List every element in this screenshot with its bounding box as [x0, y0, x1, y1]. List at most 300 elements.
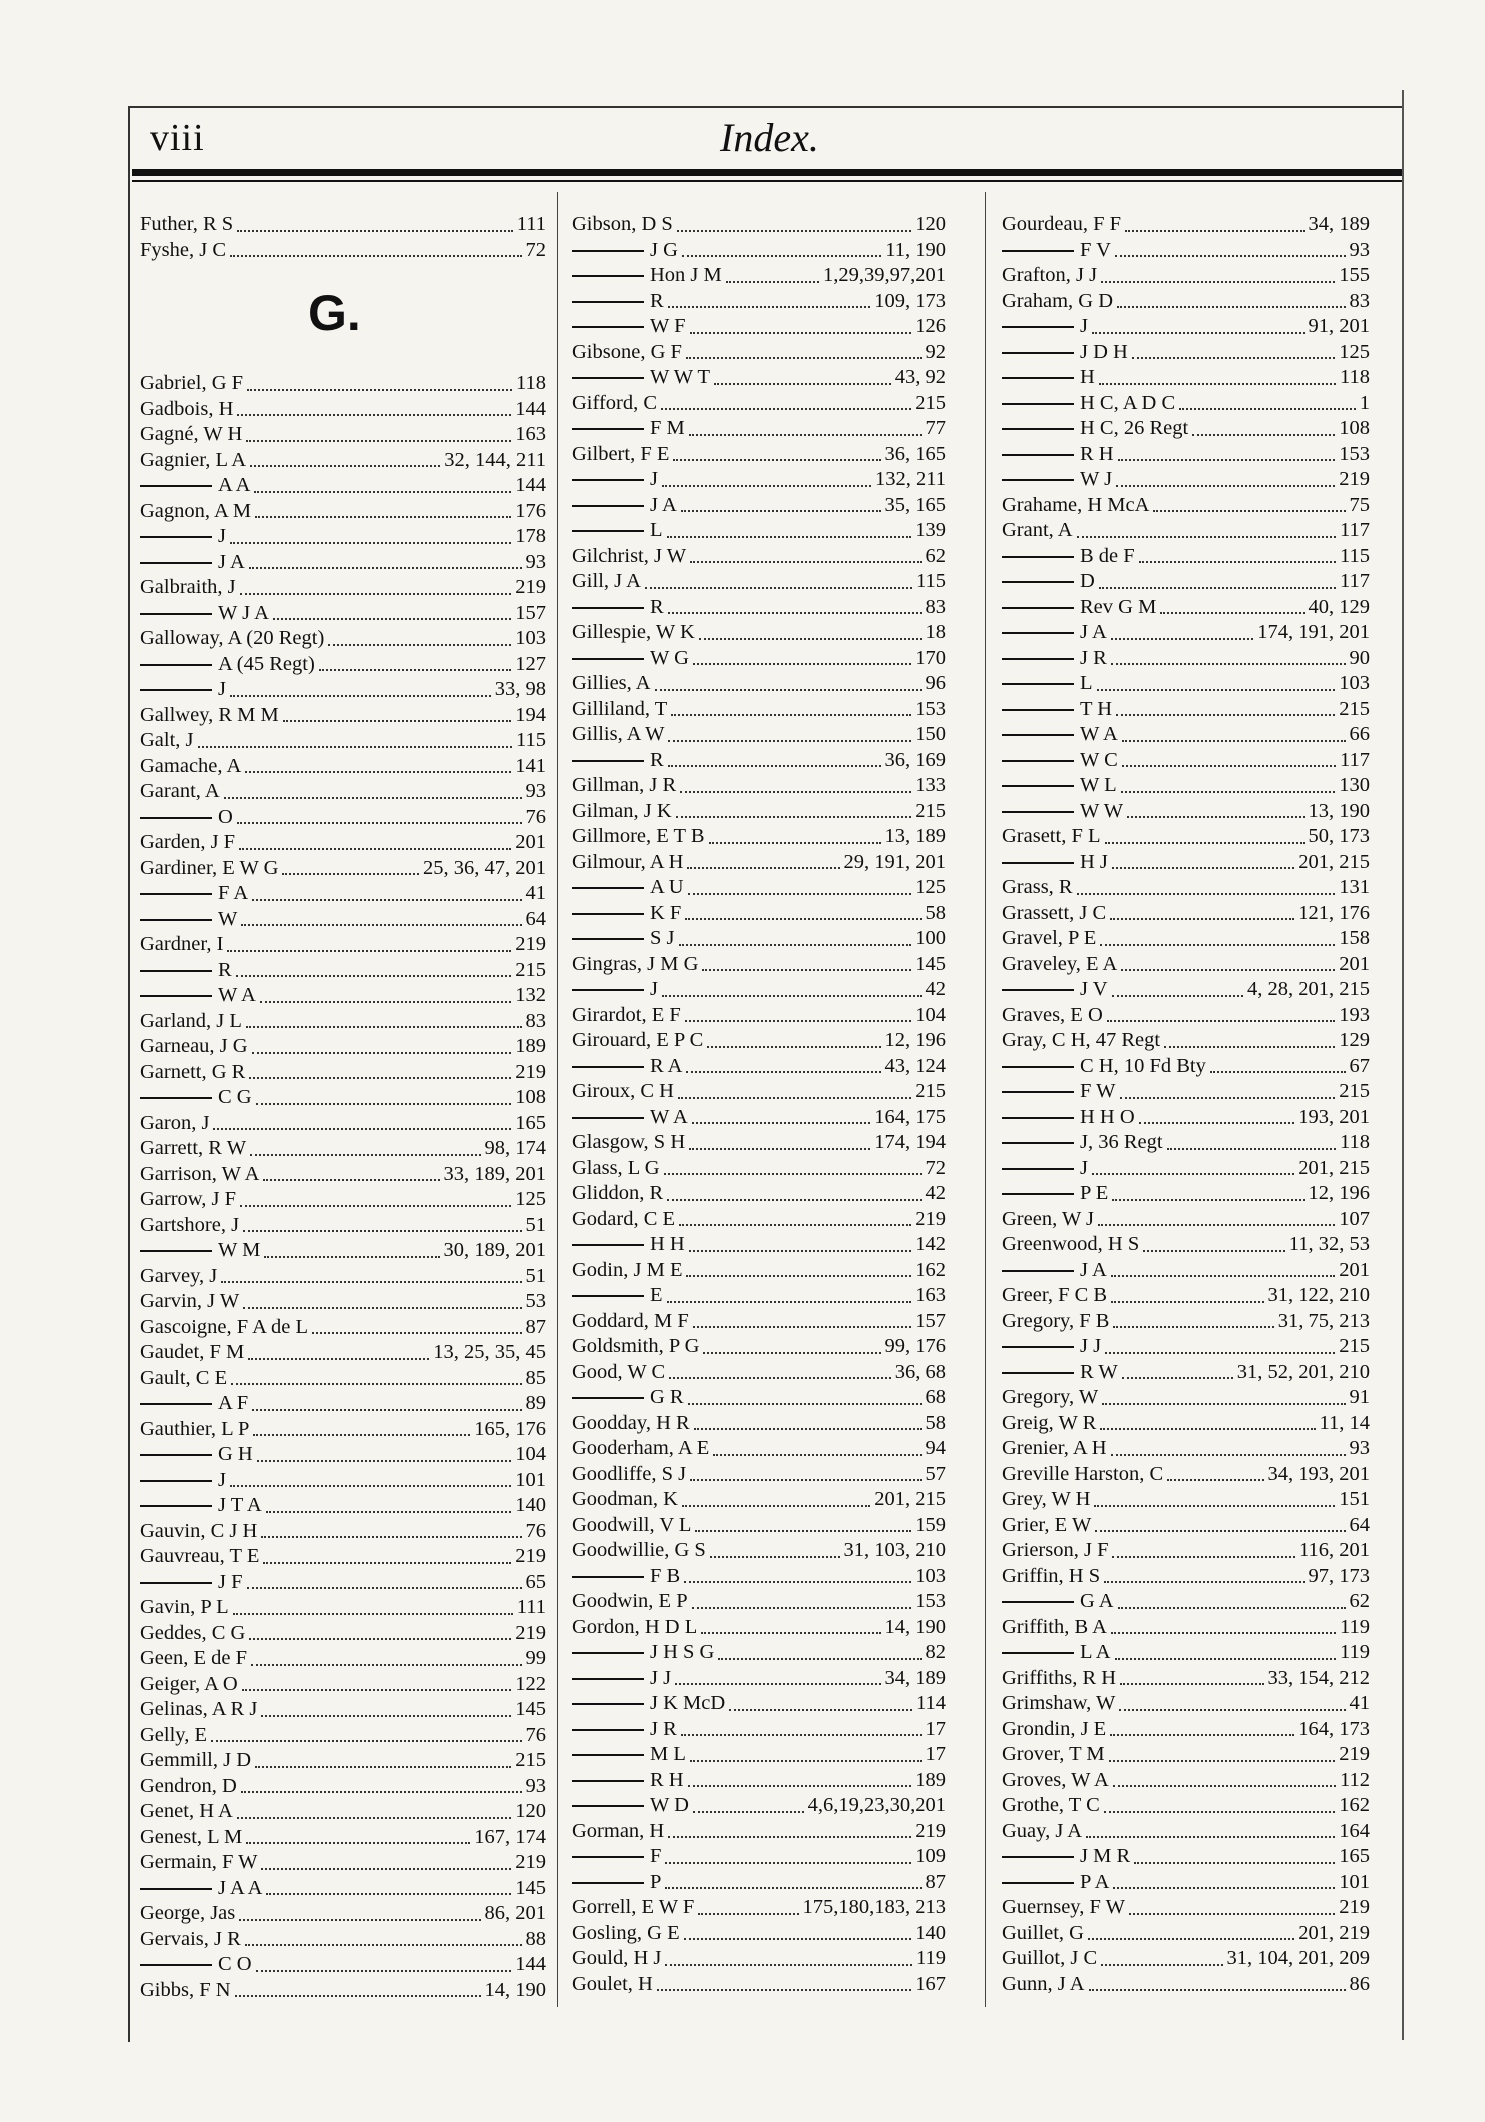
- index-column-1: [140, 212, 546, 2003]
- entry-name: Gillis, A W: [572, 723, 665, 745]
- entry-pages: 215: [915, 799, 946, 822]
- dot-leader: [1102, 1403, 1345, 1405]
- entry-name: Green, W J: [1002, 1207, 1095, 1230]
- entry-pages: 167: [915, 1972, 946, 1995]
- entry-name: Garon, J: [140, 1111, 210, 1134]
- entry-pages: 4,6,19,23,30,201: [807, 1794, 946, 1816]
- ditto-dash: [1002, 709, 1074, 711]
- index-subentry: [1002, 1589, 1370, 1615]
- index-subentry: [572, 595, 946, 621]
- index-entry: [572, 1003, 946, 1029]
- subentry-initials: M L: [650, 1743, 686, 1765]
- entry-name: Garrow, J F: [140, 1188, 237, 1210]
- entry-pages: 119: [1340, 1641, 1370, 1663]
- ditto-dash: [572, 1295, 644, 1297]
- dot-leader: [263, 1179, 439, 1181]
- entry-name: Galloway, A (20 Regt): [140, 627, 325, 649]
- entry-pages: 57: [925, 1462, 946, 1485]
- index-entry: [572, 1819, 946, 1845]
- entry-name: Gavin, P L: [140, 1596, 229, 1618]
- dot-leader: [1111, 638, 1253, 640]
- dot-leader: [726, 281, 819, 283]
- entry-name: Gillespie, W K: [572, 621, 695, 643]
- dot-leader: [1132, 357, 1335, 359]
- index-entry: [572, 722, 946, 748]
- entry-pages: 219: [1339, 1743, 1370, 1765]
- entry-name: Gourdeau, F F: [1002, 213, 1122, 235]
- entry-pages: 219: [915, 1819, 946, 1842]
- subentry-initials: J: [218, 678, 226, 700]
- index-entry: [1002, 875, 1370, 901]
- entry-pages: 194: [515, 703, 546, 726]
- dot-leader: [692, 1122, 870, 1124]
- subentry-initials: J J: [1080, 1335, 1102, 1357]
- index-entry: [1002, 1768, 1370, 1794]
- entry-name: Gardner, I: [140, 933, 224, 955]
- index-subentry: [1002, 1130, 1370, 1156]
- subentry-initials: R W: [1080, 1360, 1118, 1383]
- subentry-initials: P E: [1080, 1182, 1109, 1204]
- index-subentry: [1002, 1105, 1370, 1131]
- entry-pages: 131: [1339, 876, 1370, 898]
- index-entry: [572, 1972, 946, 1998]
- entry-name: Girardot, E F: [572, 1003, 681, 1026]
- dot-leader: [241, 1791, 522, 1793]
- entry-pages: 41: [525, 882, 546, 904]
- dot-leader: [1120, 1683, 1263, 1685]
- index-subentry: [572, 748, 946, 774]
- dot-leader: [312, 1332, 522, 1334]
- entry-pages: 215: [515, 958, 546, 981]
- index-entry: [572, 671, 946, 697]
- index-entry: [140, 1621, 546, 1647]
- entry-name: Goodliffe, S J: [572, 1462, 687, 1485]
- index-entry: [572, 697, 946, 723]
- index-entry: [140, 448, 546, 474]
- subentry-initials: W A: [650, 1105, 688, 1128]
- index-entry: [1002, 1717, 1370, 1743]
- dot-leader: [283, 720, 512, 722]
- dot-leader: [253, 1434, 470, 1436]
- entry-name: Gillman, J R: [572, 774, 677, 796]
- index-entry: [572, 1079, 946, 1105]
- index-subentry: [572, 1742, 946, 1768]
- entry-name: Geen, E de F: [140, 1647, 248, 1669]
- index-entry: [572, 1538, 946, 1564]
- index-subentry: [572, 1283, 946, 1309]
- entry-pages: 93: [525, 780, 546, 802]
- index-entry: [140, 1646, 546, 1672]
- dot-leader: [1143, 1250, 1285, 1252]
- index-subentry: [1002, 365, 1370, 391]
- entry-pages: 219: [515, 1060, 546, 1083]
- entry-pages: 41: [1349, 1692, 1370, 1714]
- ditto-dash: [140, 1097, 212, 1099]
- entry-name: Galt, J: [140, 729, 194, 751]
- entry-name: Gabriel, G F: [140, 372, 244, 394]
- dot-leader: [675, 1683, 880, 1685]
- index-entry: [572, 442, 946, 468]
- entry-pages: 33, 189, 201: [443, 1162, 546, 1185]
- dot-leader: [1192, 434, 1335, 436]
- dot-leader: [1120, 1097, 1336, 1099]
- dot-leader: [1112, 867, 1294, 869]
- ditto-dash: [572, 1780, 644, 1782]
- ditto-dash: [140, 613, 212, 615]
- entry-pages: 67: [1349, 1054, 1370, 1077]
- index-entry: [1002, 1385, 1370, 1411]
- index-entry: [140, 703, 546, 729]
- dot-leader: [718, 1658, 921, 1660]
- index-entry: [1002, 1487, 1370, 1513]
- dot-leader: [261, 1715, 511, 1717]
- entry-pages: 100: [915, 927, 946, 949]
- page-number: viii: [150, 117, 205, 159]
- entry-pages: 145: [915, 952, 946, 975]
- dot-leader: [1113, 1887, 1335, 1889]
- dot-leader: [241, 924, 521, 926]
- entry-name: Gault, C E: [140, 1366, 228, 1389]
- dot-leader: [237, 1817, 511, 1819]
- index-column-3: [1002, 212, 1370, 1997]
- dot-leader: [251, 1664, 521, 1666]
- subentry-initials: P A: [1080, 1870, 1110, 1893]
- dot-leader: [249, 567, 522, 569]
- dot-leader: [688, 1785, 912, 1787]
- entry-pages: 165: [515, 1111, 546, 1134]
- subentry-initials: H J: [1080, 850, 1108, 873]
- dot-leader: [224, 797, 522, 799]
- index-subentry: [572, 1666, 946, 1692]
- subentry-initials: W A: [218, 984, 256, 1006]
- index-entry: [1002, 1895, 1370, 1921]
- subentry-initials: J R: [1080, 646, 1107, 669]
- entry-pages: 103: [1339, 672, 1370, 694]
- dot-leader: [243, 1230, 521, 1232]
- index-subentry: [572, 1768, 946, 1794]
- dot-leader: [240, 1205, 511, 1207]
- index-entry: [1002, 1283, 1370, 1309]
- ditto-dash: [572, 275, 644, 277]
- entry-pages: 127: [515, 652, 546, 675]
- dot-leader: [690, 332, 912, 334]
- index-subentry: [1002, 314, 1370, 340]
- entry-pages: 83: [925, 595, 946, 618]
- index-subentry: [572, 926, 946, 952]
- entry-name: Griffith, B A: [1002, 1615, 1107, 1638]
- ditto-dash: [572, 301, 644, 303]
- entry-pages: 189: [515, 1035, 546, 1057]
- subentry-initials: R A: [650, 1054, 683, 1077]
- entry-name: Grierson, J F: [1002, 1539, 1109, 1561]
- dot-leader: [1105, 1352, 1335, 1354]
- entry-pages: 17: [925, 1743, 946, 1765]
- dot-leader: [227, 950, 511, 952]
- entry-name: Godin, J M E: [572, 1258, 683, 1281]
- ditto-dash: [572, 377, 644, 379]
- entry-pages: 87: [525, 1315, 546, 1338]
- entry-pages: 101: [1339, 1870, 1370, 1893]
- entry-name: Grenier, A H: [1002, 1437, 1107, 1459]
- index-entry: [140, 371, 546, 397]
- index-subentry: [140, 881, 546, 907]
- dot-leader: [699, 638, 922, 640]
- index-subentry: [1002, 1258, 1370, 1284]
- entry-name: Glasgow, S H: [572, 1131, 686, 1153]
- entry-pages: 109: [915, 1845, 946, 1867]
- dot-leader: [690, 561, 921, 563]
- dot-leader: [249, 1638, 511, 1640]
- entry-pages: 144: [515, 397, 546, 420]
- dot-leader: [679, 944, 912, 946]
- entry-name: Giroux, C H: [572, 1080, 674, 1102]
- entry-pages: 91, 201: [1308, 315, 1370, 337]
- subentry-initials: G A: [1080, 1590, 1114, 1612]
- entry-name: Garden, J F: [140, 831, 236, 853]
- ditto-dash: [140, 919, 212, 921]
- entry-pages: 219: [915, 1207, 946, 1230]
- dot-leader: [668, 1836, 911, 1838]
- entry-pages: 201, 215: [1298, 850, 1370, 873]
- index-entry: [572, 1921, 946, 1947]
- index-subentry: [572, 875, 946, 901]
- dot-leader: [1112, 995, 1243, 997]
- dot-leader: [261, 1536, 521, 1538]
- entry-pages: 76: [525, 1519, 546, 1542]
- dot-leader: [235, 1995, 481, 1997]
- entry-name: Grafton, J J: [1002, 264, 1098, 286]
- subentry-initials: E: [650, 1284, 663, 1306]
- entry-name: Garrison, W A: [140, 1162, 260, 1185]
- subentry-initials: W J A: [218, 601, 269, 624]
- dot-leader: [1127, 816, 1304, 818]
- dot-leader: [1179, 408, 1356, 410]
- subentry-initials: R: [650, 748, 664, 771]
- entry-name: Grimshaw, W: [1002, 1692, 1116, 1714]
- entry-pages: 25, 36, 47, 201: [423, 856, 546, 879]
- dot-leader: [249, 1077, 511, 1079]
- entry-name: Garant, A: [140, 780, 220, 802]
- subentry-initials: R H: [1080, 442, 1114, 465]
- page-border-top: [128, 106, 1402, 108]
- entry-name: Gifford, C: [572, 391, 658, 414]
- entry-name: Gillmore, E T B: [572, 825, 705, 847]
- dot-leader: [1125, 230, 1304, 232]
- subentry-initials: T H: [1080, 697, 1113, 720]
- subentry-initials: J, 36 Regt: [1080, 1131, 1163, 1153]
- index-entry: [572, 1156, 946, 1182]
- dot-leader: [1118, 1607, 1346, 1609]
- entry-name: Gibbs, F N: [140, 1978, 231, 2001]
- dot-leader: [687, 867, 839, 869]
- index-entry: [140, 856, 546, 882]
- entry-pages: 145: [515, 1698, 546, 1720]
- ditto-dash: [1002, 479, 1074, 481]
- dot-leader: [230, 255, 521, 257]
- entry-name: Greenwood, H S: [1002, 1233, 1140, 1255]
- entry-pages: 11, 190: [885, 238, 946, 261]
- header-rule-thick: [132, 169, 1402, 176]
- dot-leader: [689, 1148, 870, 1150]
- dot-leader: [254, 491, 511, 493]
- dot-leader: [681, 510, 881, 512]
- index-subentry: [140, 550, 546, 576]
- ditto-dash: [1002, 556, 1074, 558]
- ditto-dash: [572, 505, 644, 507]
- entry-pages: 132, 211: [875, 468, 946, 490]
- entry-name: Gill, J A: [572, 570, 641, 592]
- ditto-dash: [572, 1805, 644, 1807]
- dot-leader: [661, 408, 911, 410]
- entry-name: Greig, W R: [1002, 1411, 1097, 1434]
- ditto-dash: [1002, 1117, 1074, 1119]
- entry-pages: 72: [525, 238, 546, 261]
- dot-leader: [266, 1511, 512, 1513]
- header-rule-thin: [132, 180, 1402, 182]
- index-entry: [1002, 1946, 1370, 1972]
- entry-name: Gilmour, A H: [572, 850, 684, 873]
- entry-name: Galbraith, J: [140, 576, 236, 598]
- entry-pages: 103: [515, 627, 546, 649]
- index-entry: [572, 952, 946, 978]
- dot-leader: [1167, 1479, 1263, 1481]
- entry-name: Gascoigne, F A de L: [140, 1315, 308, 1338]
- ditto-dash: [572, 1652, 644, 1654]
- dot-leader: [261, 1868, 511, 1870]
- index-entry: [140, 1111, 546, 1137]
- entry-pages: 167, 174: [474, 1825, 546, 1848]
- subentry-initials: J: [1080, 1156, 1088, 1179]
- index-subentry: [572, 1691, 946, 1717]
- entry-name: Graham, G D: [1002, 289, 1114, 312]
- dot-leader: [1094, 1505, 1335, 1507]
- entry-pages: 14, 190: [884, 1615, 946, 1638]
- entry-name: Gilliland, T: [572, 697, 668, 720]
- subentry-initials: R: [218, 958, 232, 981]
- dot-leader: [667, 1301, 912, 1303]
- entry-pages: 125: [515, 1188, 546, 1210]
- index-entry: [140, 1672, 546, 1698]
- index-entry: [572, 1946, 946, 1972]
- subentry-initials: F A: [218, 882, 249, 904]
- ditto-dash: [1002, 1270, 1074, 1272]
- index-entry: [1002, 1691, 1370, 1717]
- subentry-initials: J D H: [1080, 340, 1128, 363]
- entry-pages: 219: [1339, 1896, 1370, 1918]
- subentry-initials: W G: [650, 646, 689, 669]
- entry-pages: 158: [1339, 927, 1370, 949]
- index-entry: [140, 754, 546, 780]
- entry-pages: 86: [1349, 1972, 1370, 1995]
- dot-leader: [667, 536, 912, 538]
- dot-leader: [668, 306, 871, 308]
- entry-pages: 193: [1339, 1003, 1370, 1026]
- entry-pages: 215: [515, 1749, 546, 1771]
- dot-leader: [250, 465, 440, 467]
- entry-name: Geiger, A O: [140, 1672, 238, 1695]
- dot-leader: [665, 1964, 912, 1966]
- entry-pages: 132: [515, 984, 546, 1006]
- entry-name: Gardiner, E W G: [140, 856, 279, 879]
- ditto-dash: [1002, 250, 1074, 252]
- entry-pages: 65: [525, 1570, 546, 1593]
- entry-pages: 13, 190: [1308, 799, 1370, 822]
- index-entry: [1002, 263, 1370, 289]
- dot-leader: [677, 230, 911, 232]
- index-entry: [1002, 1207, 1370, 1233]
- entry-pages: 17: [925, 1717, 946, 1740]
- index-entry: [1002, 1513, 1370, 1539]
- ditto-dash: [1002, 403, 1074, 405]
- entry-name: Gillies, A: [572, 672, 651, 694]
- dot-leader: [260, 1001, 511, 1003]
- entry-pages: 111: [516, 213, 546, 235]
- ditto-dash: [1002, 760, 1074, 762]
- entry-pages: 215: [915, 1080, 946, 1102]
- index-subentry: [1002, 442, 1370, 468]
- dot-leader: [668, 740, 911, 742]
- dot-leader: [252, 899, 521, 901]
- entry-name: Groves, W A: [1002, 1768, 1109, 1791]
- dot-leader: [690, 1479, 921, 1481]
- ditto-dash: [1002, 1372, 1074, 1374]
- ditto-dash: [572, 913, 644, 915]
- dot-leader: [685, 918, 921, 920]
- entry-pages: 215: [1339, 1335, 1370, 1357]
- index-subentry: [1002, 773, 1370, 799]
- dot-leader: [664, 1173, 922, 1175]
- entry-pages: 12, 196: [1308, 1182, 1370, 1204]
- dot-leader: [681, 1734, 922, 1736]
- entry-pages: 219: [515, 576, 546, 598]
- index-subentry: [572, 238, 946, 264]
- entry-name: Gelinas, A R J: [140, 1698, 258, 1720]
- dot-leader: [1113, 1326, 1273, 1328]
- entry-pages: 13, 25, 35, 45: [433, 1341, 546, 1363]
- index-entry: [140, 1519, 546, 1545]
- index-entry: [572, 1615, 946, 1641]
- index-entry: [140, 1034, 546, 1060]
- dot-leader: [655, 689, 922, 691]
- dot-leader: [242, 1689, 512, 1691]
- dot-leader: [1115, 1658, 1336, 1660]
- index-subentry: [572, 901, 946, 927]
- ditto-dash: [1002, 811, 1074, 813]
- subentry-initials: L: [650, 519, 663, 541]
- entry-pages: 118: [1340, 366, 1370, 388]
- index-entry: [1002, 926, 1370, 952]
- dot-leader: [684, 1581, 911, 1583]
- entry-pages: 103: [915, 1564, 946, 1587]
- index-subentry: [572, 518, 946, 544]
- entry-pages: 164: [1339, 1819, 1370, 1842]
- dot-leader: [729, 1709, 912, 1711]
- entry-name: Garvin, J W: [140, 1290, 240, 1312]
- entry-name: Griffiths, R H: [1002, 1666, 1117, 1689]
- entry-name: Grothe, T C: [1002, 1794, 1100, 1816]
- entry-name: Geddes, C G: [140, 1621, 246, 1644]
- dot-leader: [688, 1403, 922, 1405]
- entry-pages: 170: [915, 646, 946, 669]
- entry-pages: 114: [916, 1692, 946, 1714]
- dot-leader: [250, 1154, 480, 1156]
- entry-pages: 215: [1339, 1080, 1370, 1102]
- index-entry: [140, 575, 546, 601]
- entry-pages: 99, 176: [884, 1335, 946, 1357]
- dot-leader: [669, 1377, 891, 1379]
- dot-leader: [678, 1097, 911, 1099]
- subentry-initials: Rev G M: [1080, 595, 1157, 618]
